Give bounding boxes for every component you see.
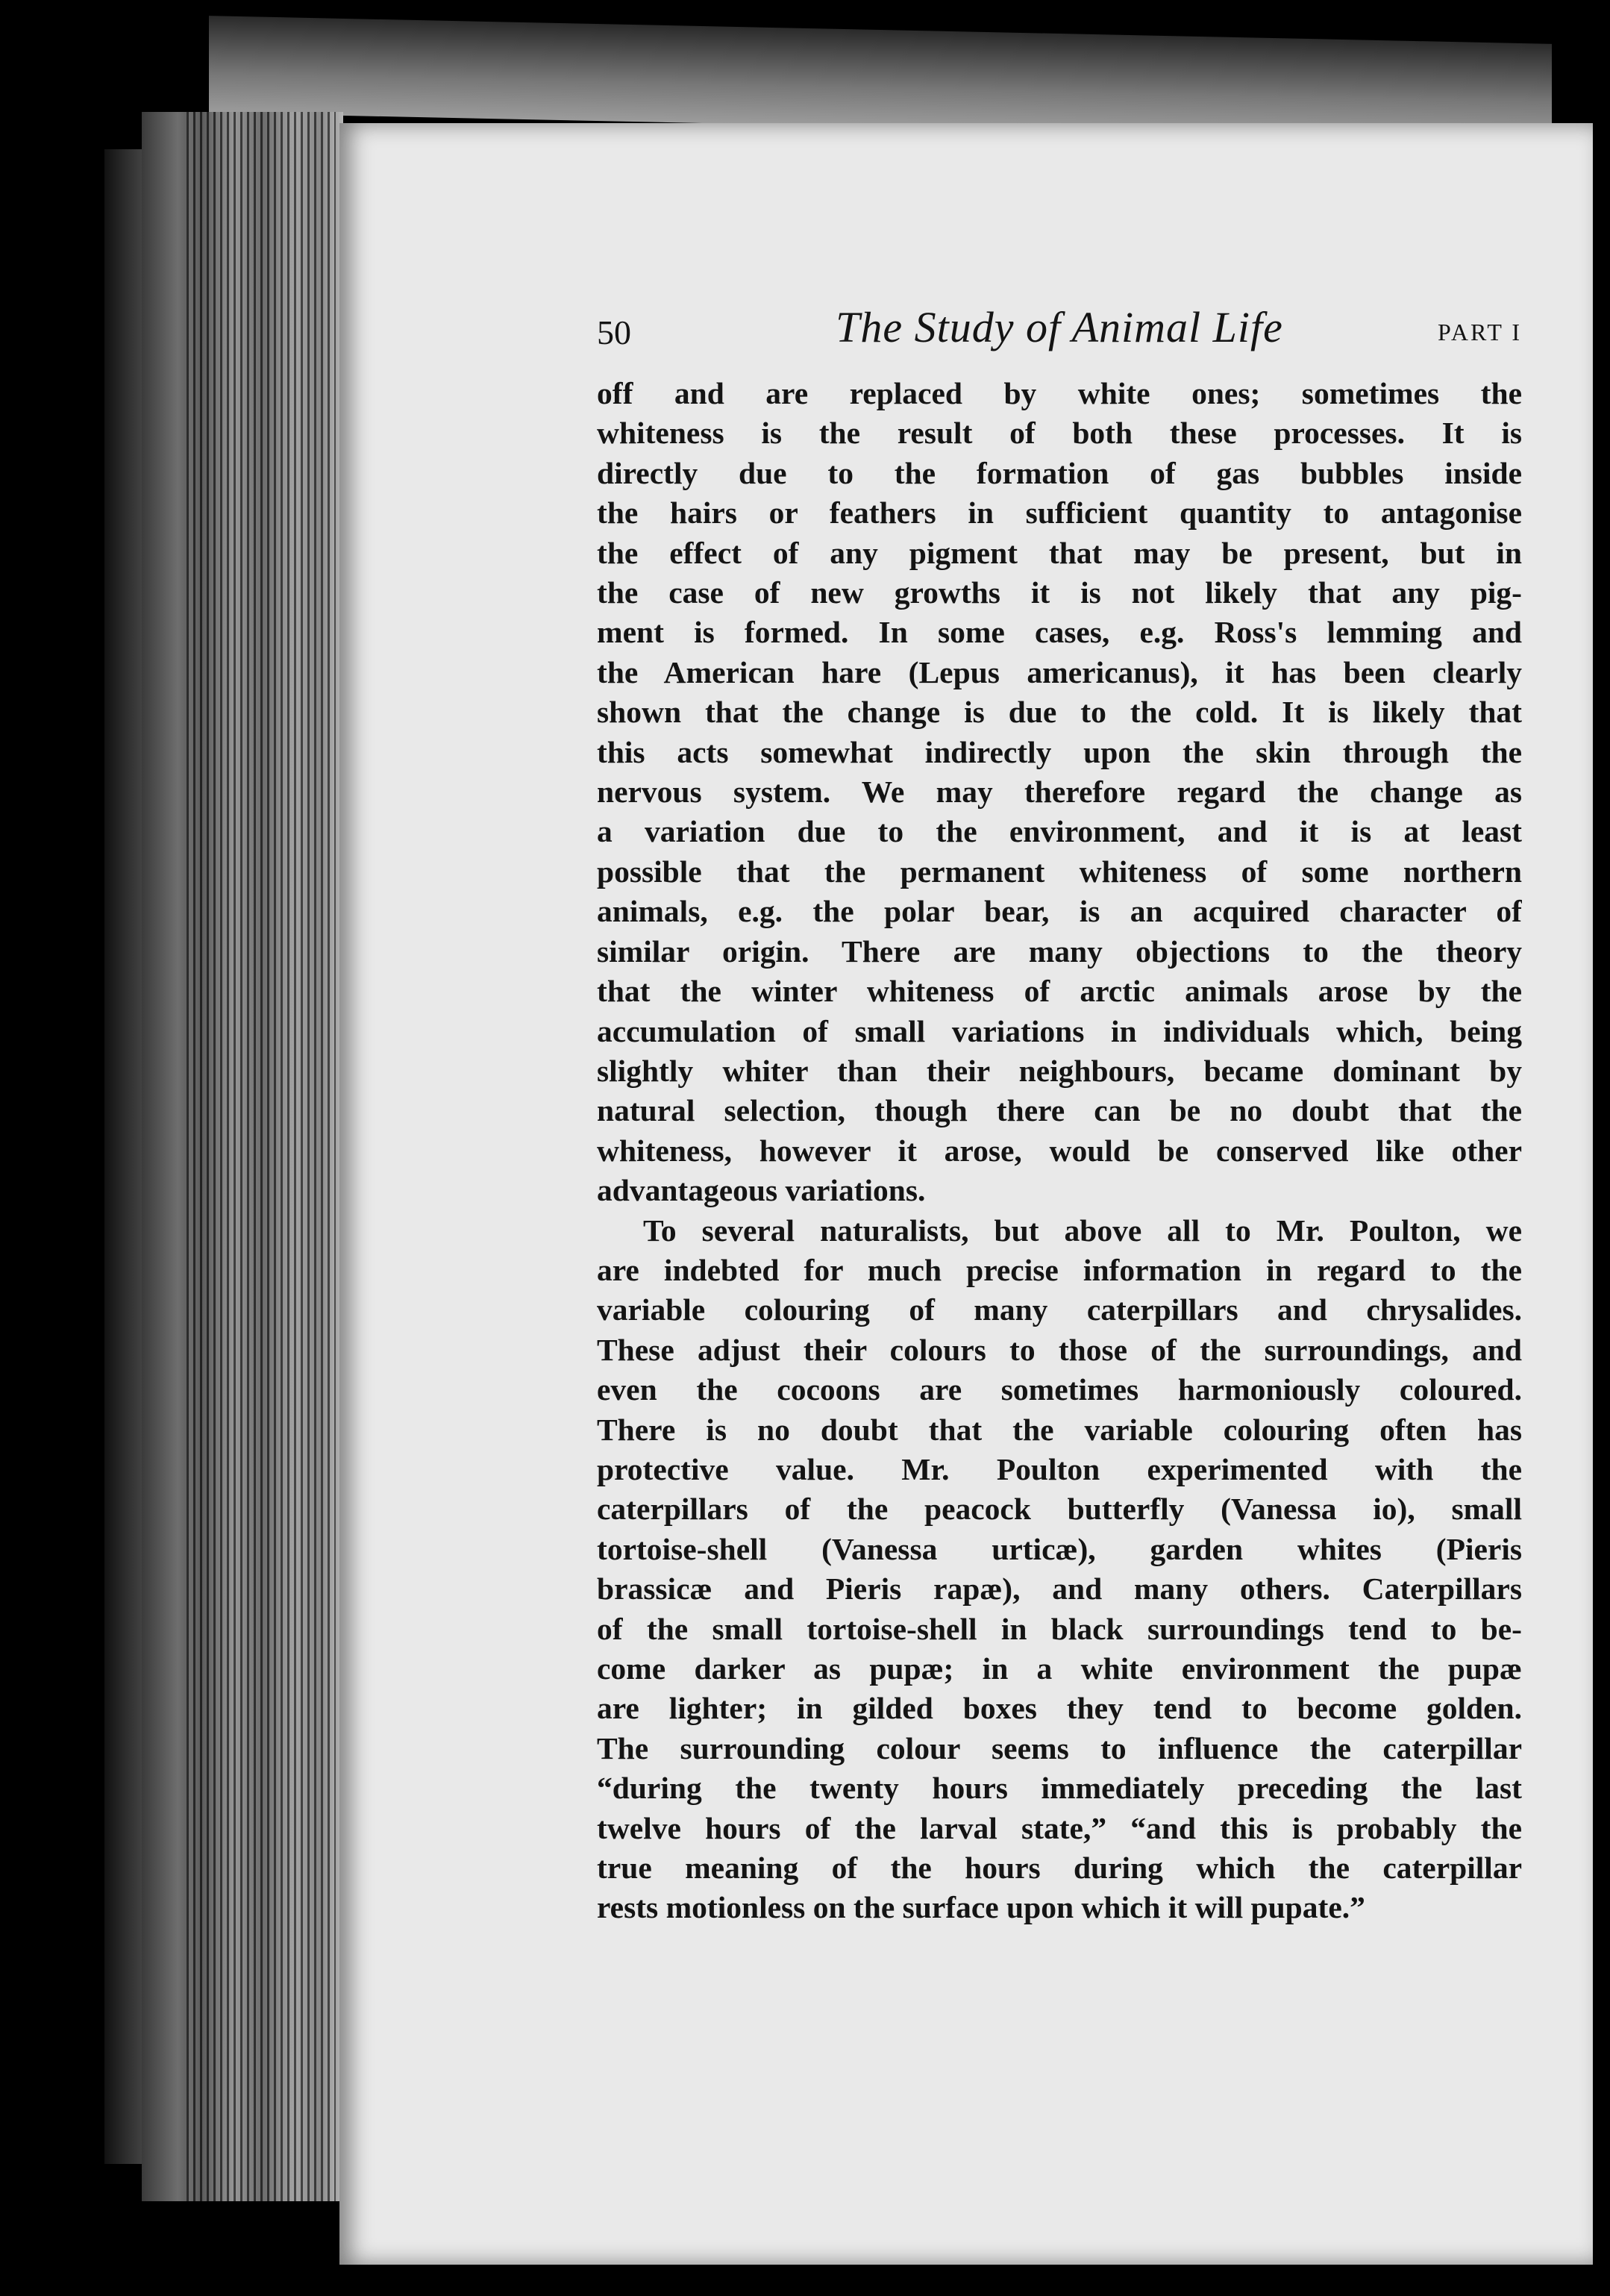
text-line: the hairs or feathers in sufficient quantity to antagonise [597,495,1522,531]
text-line: caterpillars of the peacock butterfly (Vanessa io), small [597,1492,1522,1527]
text-line: The surrounding colour seems to influence the caterpillar [597,1730,1522,1765]
text-line: To several naturalists, but above all to Mr. Poulton, we [643,1213,1522,1248]
text-line: “during the twenty hours immediately preceding the last [597,1771,1522,1806]
text-line: a variation due to the environment, and it is at least [597,814,1522,849]
text-line: the case of new growths it is not likely that any pig- [597,575,1522,610]
text-line: the effect of any pigment that may be present, but in [597,535,1522,570]
paragraph [597,374,1522,1211]
text-line: accumulation of small variations in individuals which, being [597,1013,1522,1048]
text-line: the American hare (Lepus americanus), it has been clearly [597,654,1522,689]
text-line: ment is formed. In some cases, e.g. Ross's lemming and [597,615,1522,650]
text-line: These adjust their colours to those of the surroundings, and [597,1332,1522,1367]
text-line: directly due to the formation of gas bubbles inside [597,455,1522,490]
text-line: that the winter whiteness of arctic animals arose by the [597,974,1522,1009]
text-line: natural selection, though there can be no doubt that the [597,1093,1522,1128]
text-line: twelve hours of the larval state,” “and this is probably the [597,1810,1522,1845]
part-label: PART I [1437,319,1522,345]
text-line: come darker as pupæ; in a white environment the pupæ [597,1651,1522,1686]
text-line: whiteness, however it arose, would be conserved like other [597,1133,1522,1168]
paragraph [597,1211,1522,1928]
text-line: protective value. Mr. Poulton experimented with the [597,1451,1522,1486]
text-line: There is no doubt that the variable colouring often has [597,1412,1522,1447]
page-edges [187,112,336,2201]
running-title: The Study of Animal Life [836,303,1283,351]
text-line: advantageous variations. [597,1173,926,1208]
text-line: off and are replaced by white ones; sometimes the [597,376,1522,410]
text-line: true meaning of the hours during which the caterpillar [597,1851,1522,1886]
text-line: similar origin. There are many objections to the theory [597,933,1522,969]
book-top-edge [209,16,1552,141]
text-line: shown that the change is due to the cold. It is likely that [597,695,1522,730]
page-number: 50 [597,313,631,351]
text-line: nervous system. We may therefore regard the change as [597,775,1522,810]
text-line: possible that the permanent whiteness of some northern [597,854,1522,889]
text-line: variable colouring of many caterpillars and chrysalides. [597,1292,1522,1327]
text-line: are indebted for much precise information in regard to the [597,1252,1522,1287]
text-line: of the small tortoise-shell in black surroundings tend to be- [597,1611,1522,1646]
text-block [597,302,1522,1928]
text-line: are lighter; in gilded boxes they tend to become golden. [597,1691,1522,1726]
text-line: whiteness is the result of both these processes. It is [597,416,1522,451]
running-head [597,302,1522,374]
text-line: animals, e.g. the polar bear, is an acquired character of [597,894,1522,929]
text-line: rests motionless on the surface upon which it will pupate.” [597,1890,1365,1925]
text-line: slightly whiter than their neighbours, became dominant by [597,1053,1522,1088]
text-line: even the cocoons are sometimes harmoniously coloured. [597,1372,1522,1407]
text-line: brassicæ and Pieris rapæ), and many others. Caterpillars [597,1571,1522,1607]
text-line: tortoise-shell (Vanessa urticæ), garden whites (Pieris [597,1531,1522,1566]
body-text [597,374,1522,1928]
text-line: this acts somewhat indirectly upon the skin through the [597,734,1522,769]
